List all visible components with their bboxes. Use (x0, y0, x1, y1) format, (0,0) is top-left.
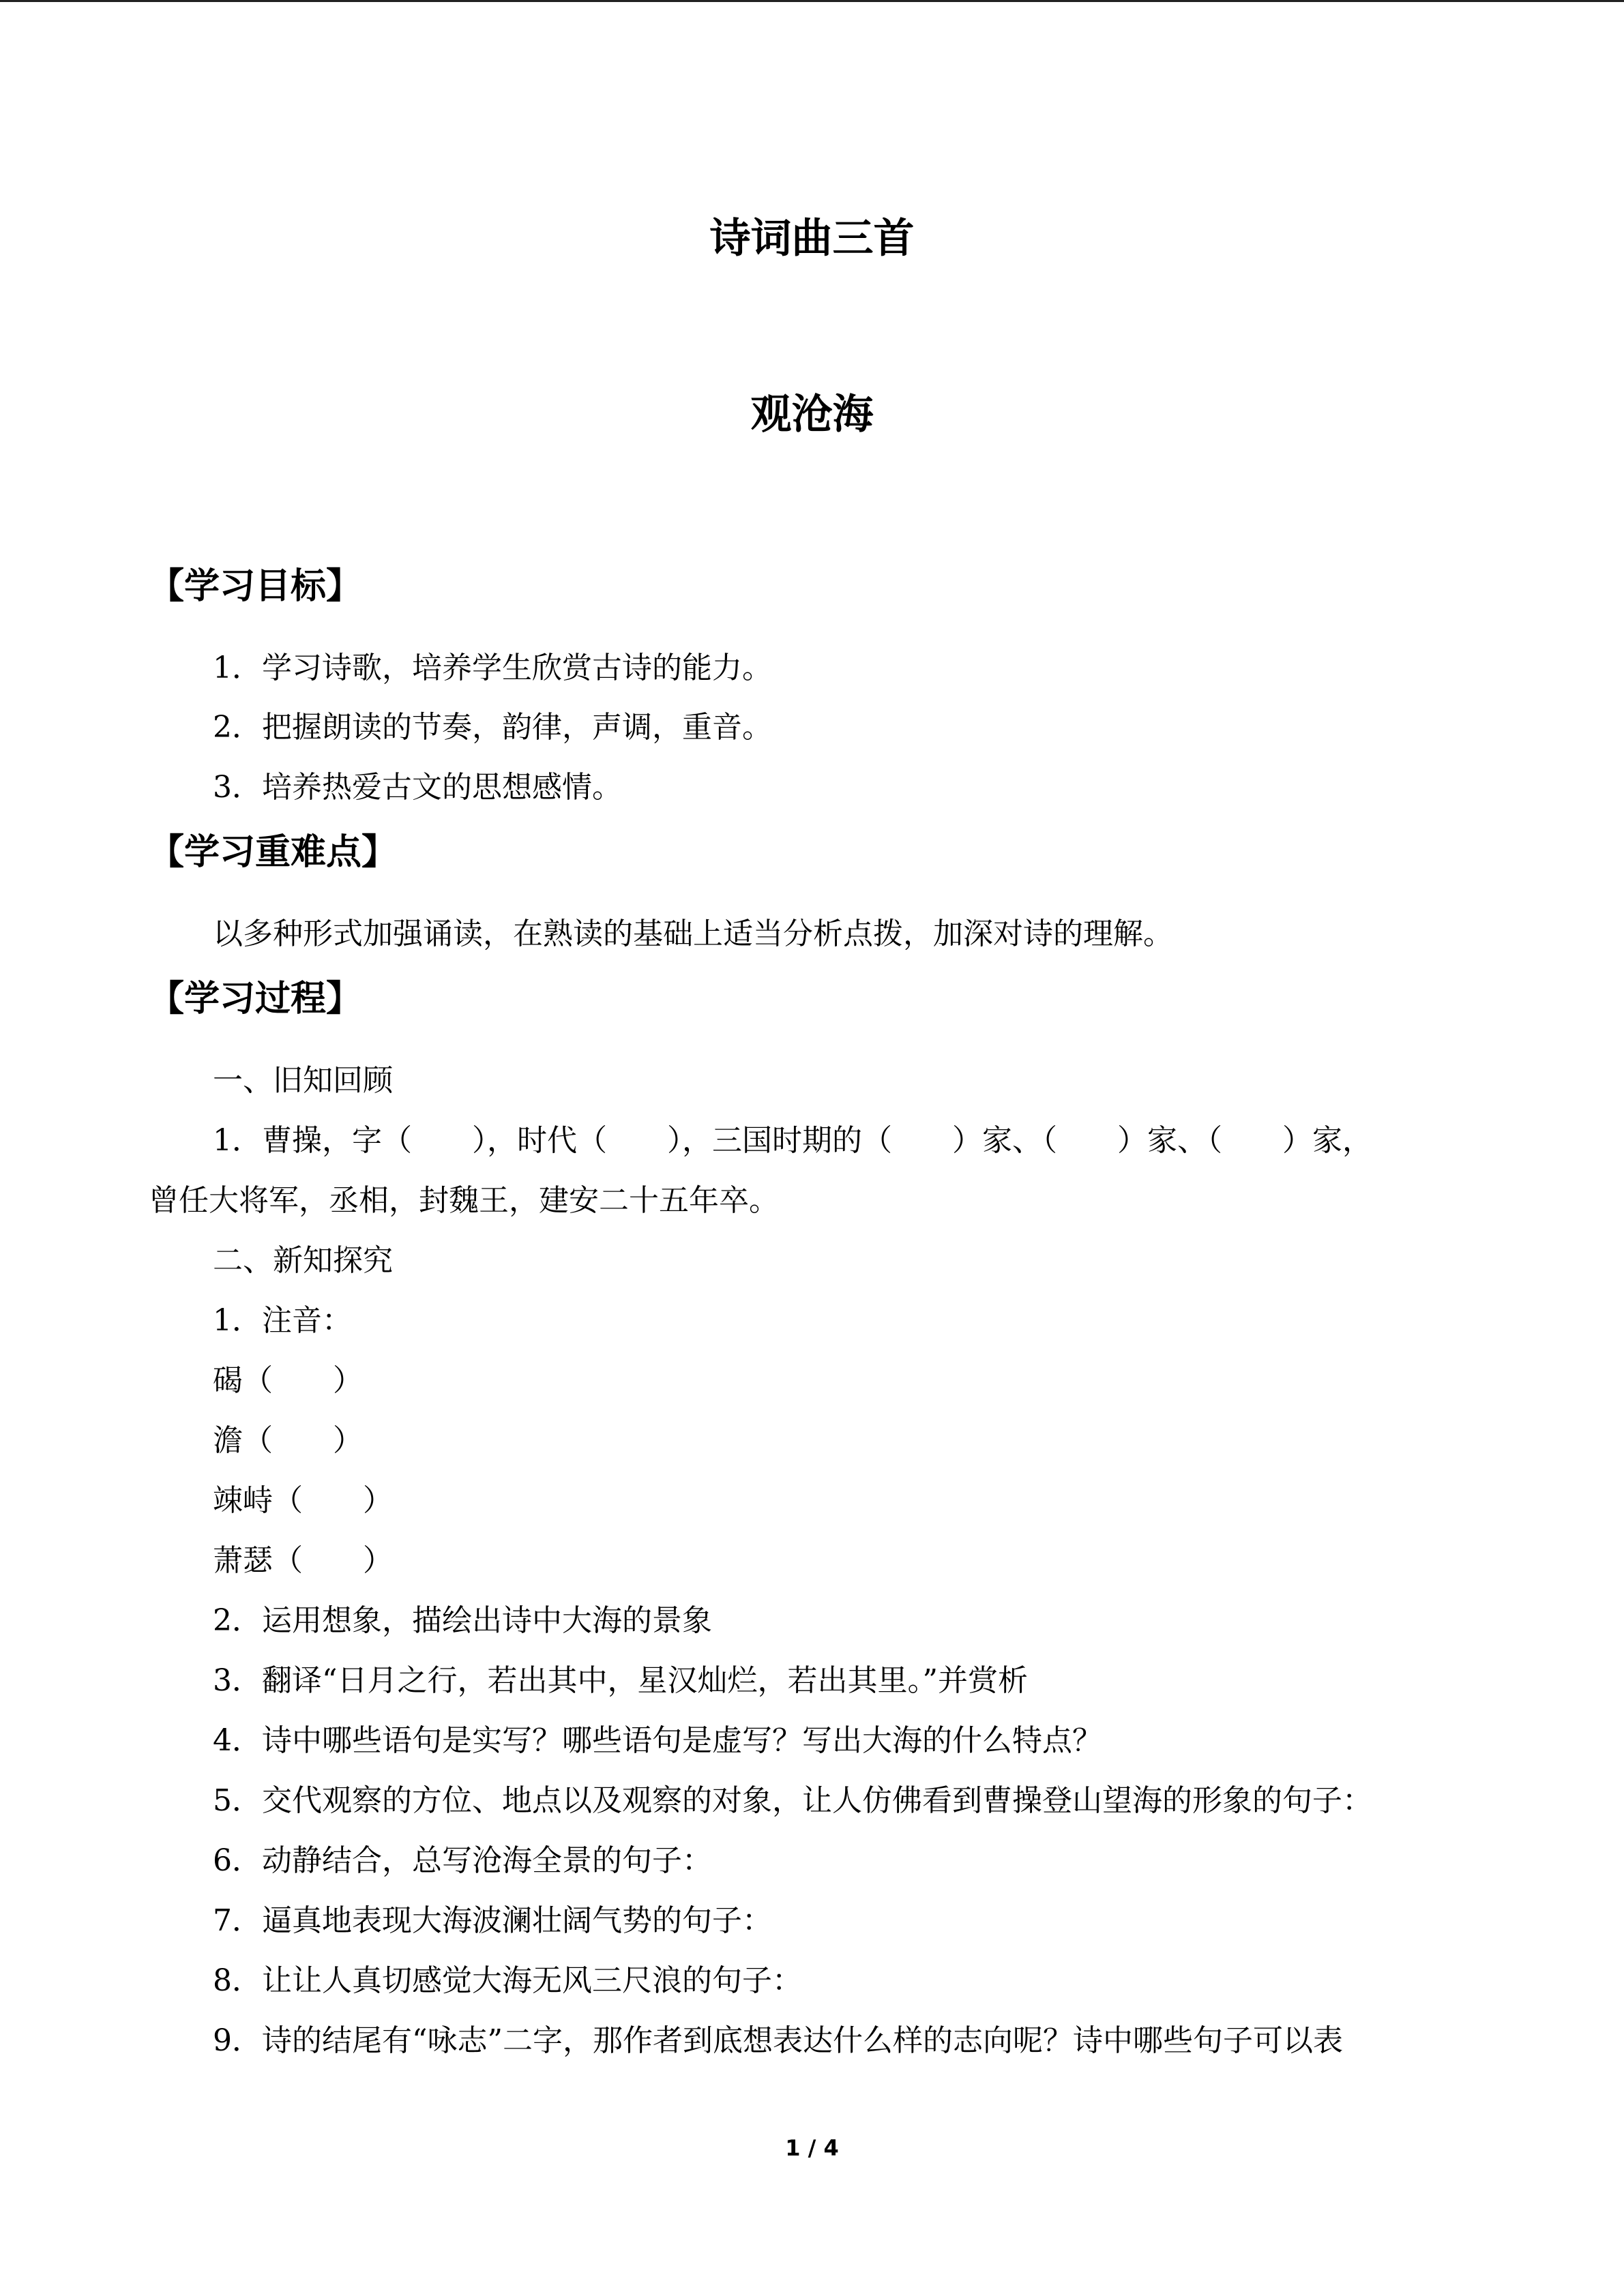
page-number: 1 / 4 (785, 2135, 839, 2161)
question-item: 4．诗中哪些语句是实写？哪些语句是虚写？写出大海的什么特点？ (213, 1723, 1102, 1758)
top-border (0, 0, 1624, 2)
question-item: 2．运用想象，描绘出诗中大海的景象 (213, 1603, 712, 1638)
objective-item: 2．把握朗读的节奏，韵律，声调，重音。 (213, 710, 772, 745)
phonetic-item: 竦峙（ ） (213, 1483, 393, 1518)
question-item: 1．曹操，字（ ），时代（ ），三国时期的（ ）家、（ ）家、（ ）家， (213, 1123, 1372, 1158)
objectives-heading: 【学习目标】 (149, 566, 362, 607)
poem-title: 观沧海 (750, 391, 874, 438)
question-item: 3．翻译“日月之行，若出其中，星汉灿烂，若出其里。”并赏析 (213, 1663, 1028, 1698)
review-section-title: 一、旧知回顾 (213, 1063, 393, 1098)
phonetic-item: 澹（ ） (213, 1423, 363, 1458)
question-item: 7．逼真地表现大海波澜壮阔气势的句子： (213, 1903, 772, 1938)
phonetic-title: 1．注音： (213, 1303, 352, 1338)
objective-item: 1．学习诗歌，培养学生欣赏古诗的能力。 (213, 651, 772, 685)
phonetic-item: 碣（ ） (213, 1363, 363, 1398)
question-item-continued: 曾任大将军，丞相，封魏王，建安二十五年卒。 (149, 1183, 779, 1218)
question-item: 5．交代观察的方位、地点以及观察的对象，让人仿佛看到曹操登山望海的形象的句子： (213, 1783, 1372, 1818)
process-heading: 【学习过程】 (149, 979, 362, 1019)
key-points-heading: 【学习重难点】 (149, 832, 398, 873)
explore-section-title: 二、新知探究 (213, 1243, 393, 1278)
key-points-text: 以多种形式加强诵读，在熟读的基础上适当分析点拨，加深对诗的理解。 (213, 916, 1173, 951)
question-item: 9．诗的结尾有“咏志”二字，那作者到底想表达什么样的志向呢？诗中哪些句子可以表 (213, 2023, 1343, 2058)
objective-item: 3．培养热爱古文的思想感情。 (213, 770, 622, 805)
question-item: 6．动静结合，总写沧海全景的句子： (213, 1843, 712, 1878)
phonetic-item: 萧瑟（ ） (213, 1543, 393, 1578)
question-item: 8．让让人真切感觉大海无风三尺浪的句子： (213, 1963, 802, 1998)
page-title: 诗词曲三首 (709, 215, 915, 263)
